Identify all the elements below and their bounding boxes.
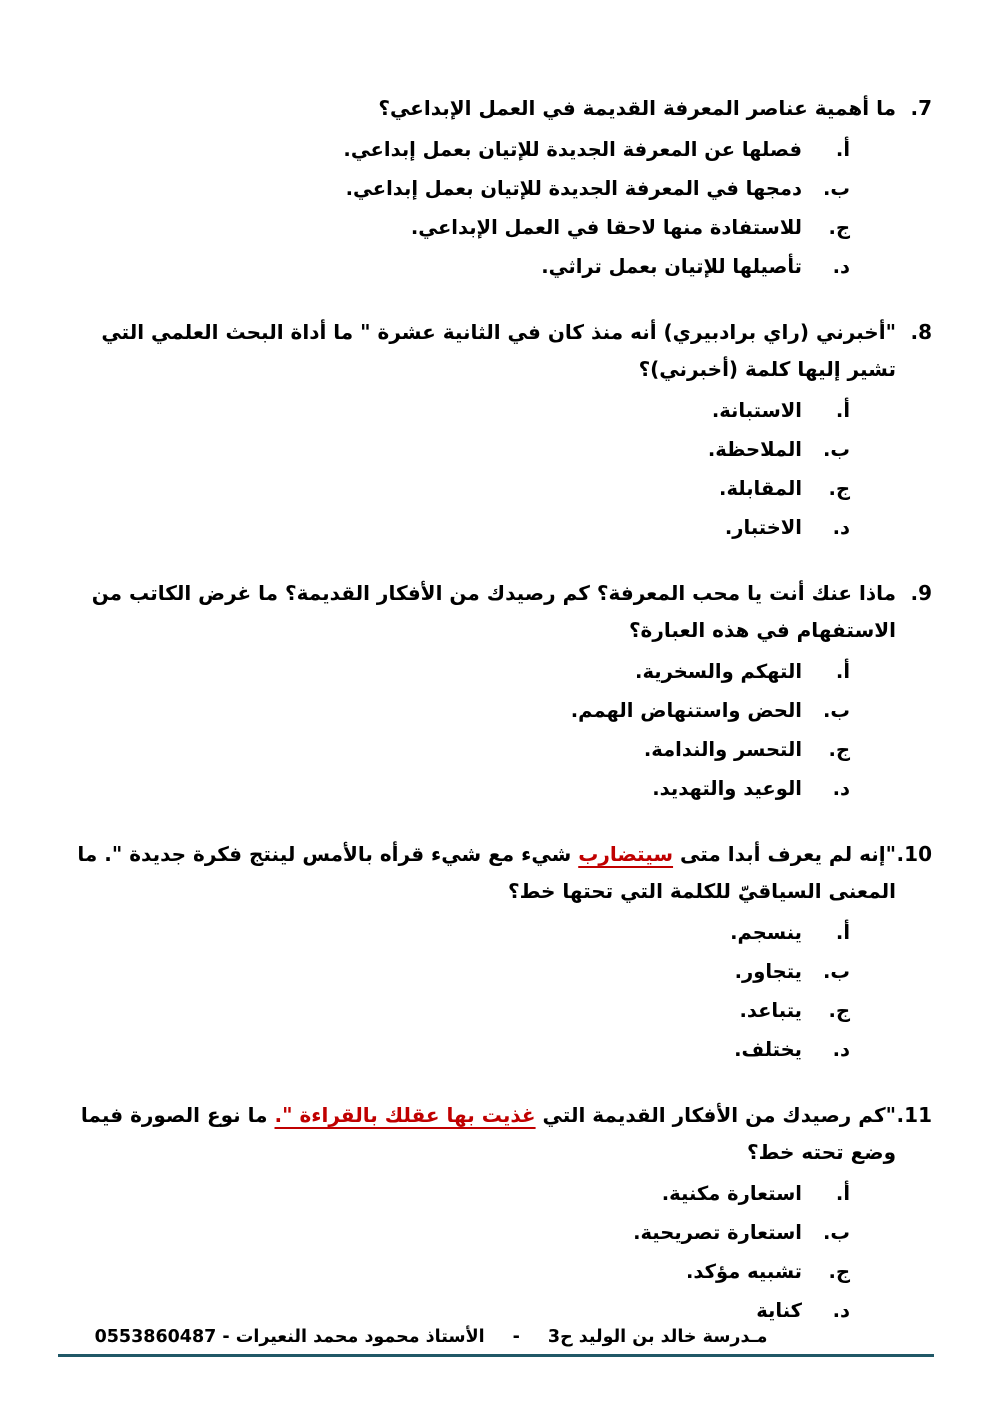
question-block: [56, 314, 932, 547]
option-text: استعارة تصريحية.: [633, 1221, 802, 1244]
option-text: دمجها في المعرفة الجديدة للإتيان بعمل إبداعي.: [345, 177, 802, 200]
option-row: [56, 430, 850, 469]
question-number: 11.: [896, 1103, 932, 1127]
option-row: [56, 391, 850, 430]
question-number: 8.: [910, 320, 932, 344]
question-header: [56, 1097, 932, 1171]
option-letter: د.: [832, 516, 850, 539]
question-number: 7.: [910, 96, 932, 120]
option-row: [56, 913, 850, 952]
option-letter: ج.: [828, 738, 850, 761]
question-text-segment: ما نوع الصورة فيما وضع تحته خط؟: [80, 1103, 896, 1164]
question-text-segment: "أخبرني (راي برادبيري) أنه منذ كان في الثانية عشرة " ما أداة البحث العلمي التي تشير إليها كلمة (أخبرني)؟: [101, 320, 896, 381]
question-header: [56, 836, 932, 910]
options-list: [56, 391, 932, 547]
question-header: [56, 314, 932, 388]
option-letter: ب.: [822, 438, 850, 461]
footer-teacher-phone: الأستاذ محمود محمد النعيرات - 0553860487: [94, 1327, 485, 1347]
option-text: استعارة مكنية.: [661, 1182, 802, 1205]
footer-school-name: مـدرسة خالد بن الوليد ح3: [547, 1327, 768, 1347]
option-row: [56, 1174, 850, 1213]
option-letter: ج.: [828, 216, 850, 239]
option-row: [56, 169, 850, 208]
footer-separator: -: [512, 1327, 520, 1347]
option-row: [56, 1213, 850, 1252]
question-text: [56, 836, 896, 910]
option-row: [56, 208, 850, 247]
question-number: 10.: [896, 842, 932, 866]
option-text: الاختبار.: [724, 516, 802, 539]
option-text: يتجاور.: [734, 960, 802, 983]
option-row: [56, 508, 850, 547]
question-header: [56, 90, 932, 127]
option-row: [56, 991, 850, 1030]
option-row: [56, 652, 850, 691]
question-block: [56, 575, 932, 808]
option-row: [56, 769, 850, 808]
underlined-red-text: سيتضارب: [578, 842, 674, 866]
option-letter: أ.: [835, 138, 850, 161]
options-list: [56, 130, 932, 286]
option-letter: ج.: [828, 477, 850, 500]
option-letter: ب.: [822, 177, 850, 200]
question-block: [56, 90, 932, 286]
option-letter: ج.: [828, 999, 850, 1022]
question-number: 9.: [910, 581, 932, 605]
question-text-segment: "إنه لم يعرف أبدا متى: [673, 842, 896, 866]
option-row: [56, 730, 850, 769]
option-row: [56, 952, 850, 991]
option-text: ينسجم.: [730, 921, 802, 944]
question-text: [56, 1097, 896, 1171]
option-letter: ب.: [822, 960, 850, 983]
option-row: [56, 691, 850, 730]
option-row: [56, 130, 850, 169]
question-block: [56, 836, 932, 1069]
question-text-segment: "كم رصيدك من الأفكار القديمة التي: [535, 1103, 896, 1127]
option-text: للاستفادة منها لاحقا في العمل الإبداعي.: [410, 216, 802, 239]
question-block: [56, 1097, 932, 1330]
option-letter: ج.: [828, 1260, 850, 1283]
option-text: الملاحظة.: [707, 438, 802, 461]
page-footer: [0, 1327, 862, 1347]
option-text: المقابلة.: [719, 477, 802, 500]
option-row: [56, 1252, 850, 1291]
option-text: الحض واستنهاض الهمم.: [570, 699, 802, 722]
option-letter: ب.: [822, 699, 850, 722]
option-text: يتباعد.: [739, 999, 802, 1022]
option-letter: أ.: [835, 921, 850, 944]
option-letter: د.: [832, 1038, 850, 1061]
option-letter: أ.: [835, 660, 850, 683]
question-text-segment: ماذا عنك أنت يا محب المعرفة؟ كم رصيدك من الأفكار القديمة؟ ما غرض الكاتب من الاستفهام في هذه العبارة؟: [91, 581, 896, 642]
option-text: التهكم والسخرية.: [635, 660, 802, 683]
option-text: الوعيد والتهديد.: [652, 777, 802, 800]
question-text-segment: شيء مع شيء قرأه بالأمس لينتج فكرة جديدة ". ما المعنى السياقيّ للكلمة التي تحتها خط؟: [77, 842, 896, 903]
option-row: [56, 247, 850, 286]
option-text: كناية: [756, 1299, 802, 1322]
option-letter: أ.: [835, 399, 850, 422]
option-text: تأصيلها للإتيان بعمل تراثي.: [541, 255, 802, 278]
options-list: [56, 652, 932, 808]
question-text: [56, 90, 896, 127]
option-letter: أ.: [835, 1182, 850, 1205]
options-list: [56, 1174, 932, 1330]
option-row: [56, 1291, 850, 1330]
question-text: [56, 575, 896, 649]
option-text: تشبيه مؤكد.: [685, 1260, 802, 1283]
option-text: يختلف.: [734, 1038, 802, 1061]
option-text: التحسر والندامة.: [643, 738, 802, 761]
option-letter: د.: [832, 1299, 850, 1322]
underlined-red-text: غذيت بها عقلك بالقراءة ".: [274, 1103, 536, 1127]
option-letter: د.: [832, 255, 850, 278]
question-text: [56, 314, 896, 388]
option-text: الاستبانة.: [711, 399, 802, 422]
option-letter: د.: [832, 777, 850, 800]
question-header: [56, 575, 932, 649]
question-text-segment: ما أهمية عناصر المعرفة القديمة في العمل الإبداعي؟: [378, 96, 896, 120]
option-text: فصلها عن المعرفة الجديدة للإتيان بعمل إبداعي.: [343, 138, 802, 161]
footer-divider: [58, 1354, 934, 1357]
option-letter: ب.: [822, 1221, 850, 1244]
option-row: [56, 469, 850, 508]
options-list: [56, 913, 932, 1069]
option-row: [56, 1030, 850, 1069]
